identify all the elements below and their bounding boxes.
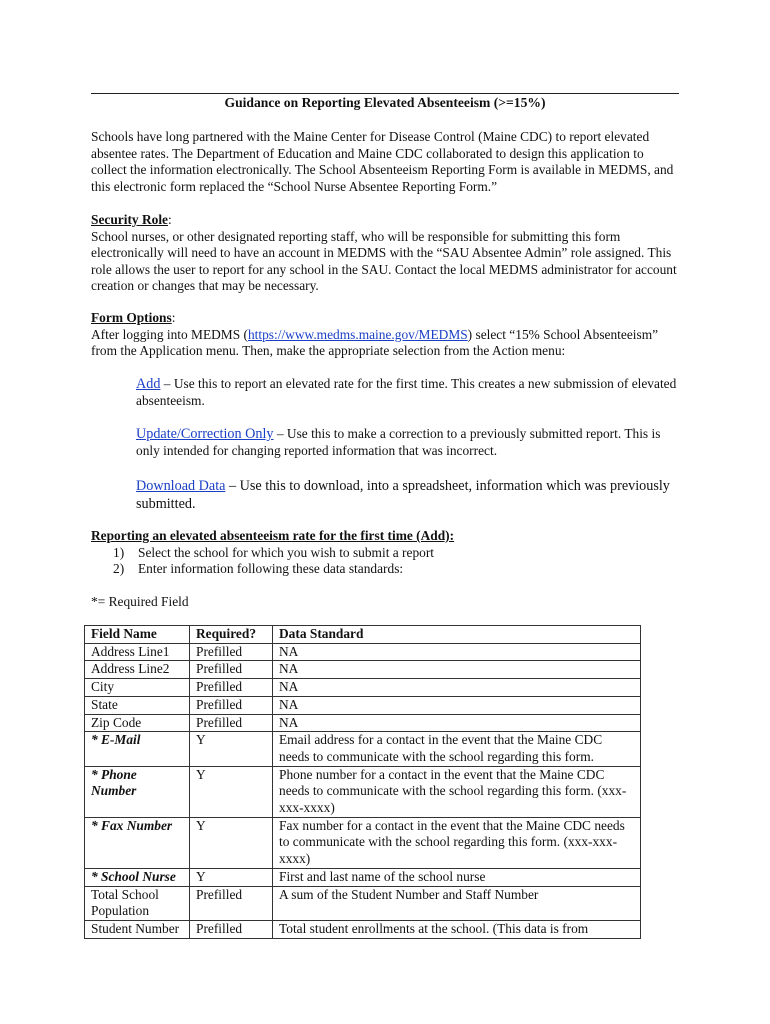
cell-data-standard: First and last name of the school nurse	[273, 868, 641, 886]
table-row	[85, 920, 641, 938]
table-row	[85, 817, 641, 868]
cell-data-standard: NA	[273, 643, 641, 661]
data-standards-table	[84, 625, 641, 939]
cell-field-name: * School Nurse	[85, 868, 190, 886]
step-2-text: Enter information following these data standards:	[138, 561, 404, 576]
cell-data-standard: NA	[273, 661, 641, 679]
security-role-heading: Security Role	[91, 212, 168, 227]
step-2-number: 2)	[113, 561, 125, 576]
download-data-link[interactable]: Download Data	[136, 478, 226, 494]
option-add-text: – Use this to report an elevated rate for the first time. This creates a new submission of elevated absenteeism.	[136, 376, 677, 408]
table-row	[85, 696, 641, 714]
step-1-number: 1)	[113, 544, 125, 560]
cell-required: Prefilled	[190, 643, 273, 661]
cell-field-name: Zip Code	[85, 714, 190, 732]
medms-link[interactable]: https://www.medms.maine.gov/MEDMS	[247, 326, 468, 342]
form-options-heading: Form Options	[91, 310, 172, 325]
option-update-text: – Use this to make a correction to a previously submitted report. This is only intended for changing reported information that was incorrect.	[136, 426, 661, 458]
cell-data-standard: NA	[273, 696, 641, 714]
cell-data-standard: Fax number for a contact in the event that the Maine CDC needs to communicate with the school regarding this form. (xxx-xxx-xxxx)	[273, 817, 641, 868]
cell-required: Y	[190, 817, 273, 868]
table-row	[85, 732, 641, 766]
option-download-text: – Use this to download, into a spreadsheet, information which was previously submitted.	[136, 478, 670, 512]
cell-field-name: City	[85, 679, 190, 697]
security-role-body: School nurses, or other designated reporting staff, who will be responsible for submitting this form electronically will need to have an account in MEDMS with the “SAU Absentee Admin” role assigned. This role allows the user to report for any school in the SAU. Contact the local MEDMS administrator for account creation or changes that may be necessary.	[91, 228, 677, 293]
cell-required: Y	[190, 732, 273, 766]
reporting-heading: Reporting an elevated absenteeism rate for the first time (Add):	[91, 528, 455, 543]
document-title: Guidance on Reporting Elevated Absenteeism (>=15%)	[224, 95, 546, 110]
cell-required: Prefilled	[190, 679, 273, 697]
top-rule	[91, 93, 679, 94]
add-link[interactable]: Add	[136, 376, 161, 392]
cell-required: Y	[190, 766, 273, 817]
table-row	[85, 868, 641, 886]
table-row	[85, 661, 641, 679]
table-row	[85, 714, 641, 732]
security-role-section	[91, 212, 679, 295]
reporting-section	[91, 528, 679, 578]
step-1-text: Select the school for which you wish to submit a report	[138, 544, 435, 560]
cell-required: Prefilled	[190, 714, 273, 732]
cell-field-name: Address Line2	[85, 661, 190, 679]
step-1	[91, 545, 679, 562]
cell-data-standard: Email address for a contact in the event that the Maine CDC needs to communicate with the school regarding this form.	[273, 732, 641, 766]
cell-data-standard: A sum of the Student Number and Staff Number	[273, 886, 641, 920]
cell-field-name: * Phone Number	[85, 766, 190, 817]
header-data-standard: Data Standard	[273, 626, 641, 644]
table-row	[85, 643, 641, 661]
security-role-colon: :	[167, 212, 172, 227]
form-options-post-link: ) select “15% School Absenteeism” from the Application menu. Then, make the appropriate selection from the Action menu:	[91, 326, 659, 358]
required-field-note: *= Required Field	[91, 594, 189, 609]
option-update	[136, 426, 681, 459]
cell-required: Prefilled	[190, 696, 273, 714]
table-row	[85, 886, 641, 920]
cell-required: Prefilled	[190, 886, 273, 920]
step-2	[91, 561, 679, 578]
table-row	[85, 766, 641, 817]
table-header-row	[85, 626, 641, 644]
cell-field-name: * E-Mail	[85, 732, 190, 766]
cell-field-name: * Fax Number	[85, 817, 190, 868]
cell-data-standard: NA	[273, 679, 641, 697]
header-field-name: Field Name	[85, 626, 190, 644]
form-options-body	[91, 327, 679, 360]
cell-data-standard: Phone number for a contact in the event that the Maine CDC needs to communicate with the school regarding this form. (xxx-xxx-xxxx)	[273, 766, 641, 817]
reporting-steps	[91, 545, 679, 578]
cell-field-name: Student Number	[85, 920, 190, 938]
update-correction-link[interactable]: Update/Correction Only	[136, 426, 274, 442]
cell-data-standard: NA	[273, 714, 641, 732]
intro-paragraph: Schools have long partnered with the Maine Center for Disease Control (Maine CDC) to report elevated absentee rates. The Department of Education and Maine CDC collaborated to design this application to collect the information electronically. The School Absenteeism Reporting Form is available in MEDMS, and this electronic form replaced the “School Nurse Absentee Reporting Form.”	[91, 129, 674, 194]
cell-field-name: State	[85, 696, 190, 714]
cell-field-name: Total School Population	[85, 886, 190, 920]
table-row	[85, 679, 641, 697]
form-options-pre-link: After logging into MEDMS (	[91, 326, 248, 342]
option-download	[136, 477, 681, 513]
form-options-section	[91, 310, 679, 360]
cell-data-standard: Total student enrollments at the school. (This data is from	[273, 920, 641, 938]
cell-required: Prefilled	[190, 661, 273, 679]
cell-required: Prefilled	[190, 920, 273, 938]
header-required: Required?	[190, 626, 273, 644]
option-add	[136, 376, 681, 409]
cell-required: Y	[190, 868, 273, 886]
cell-field-name: Address Line1	[85, 643, 190, 661]
form-options-colon: :	[171, 310, 176, 325]
